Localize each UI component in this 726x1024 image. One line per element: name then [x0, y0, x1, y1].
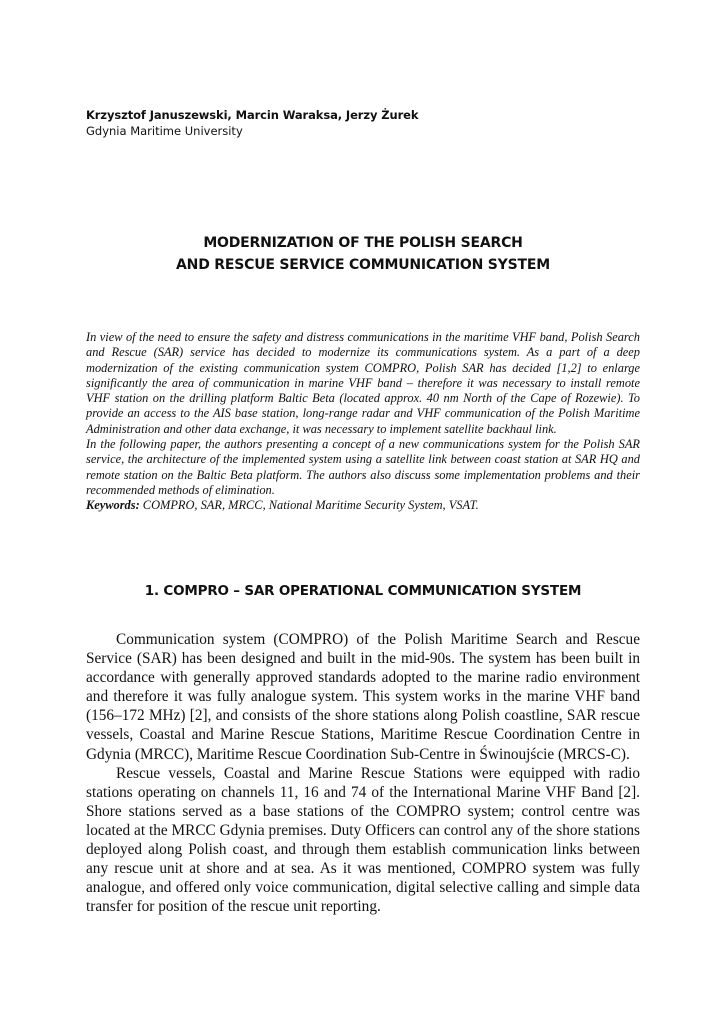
- paper-title: [86, 232, 640, 276]
- abstract-paragraph: In view of the need to ensure the safety and distress communications in the maritime VHF band, Polish Search and Rescue (SAR) service has decided to modernize its communications system. As a part of a deep modernization of the existing communication system COMPRO, Polish SAR has decided [1,2] to enlarge significantly the area of communication in marine VHF band – therefore it was necessary to install remote VHF station on the drilling platform Baltic Beta (located approx. 40 nm North of the Cape of Rozewie). To provide an access to the AIS base station, long-range radar and VHF communication of the Polish Maritime Administration and other data exchange, it was necessary to implement satellite backhaul link.: [86, 330, 640, 436]
- keywords-label: Keywords:: [86, 498, 140, 513]
- author-list: Krzysztof Januszewski, Marcin Waraksa, Jerzy Żurek: [86, 108, 419, 122]
- keywords-list: COMPRO, SAR, MRCC, National Maritime Security System, VSAT.: [139, 498, 479, 513]
- body-paragraph: Communication system (COMPRO) of the Polish Maritime Search and Rescue Service (SAR) has been designed and built in the mid-90s. The system has been built in accordance with generally approved standards adopted to the marine radio environment and therefore it was fully analogue system. This system works in the marine VHF band (156–172 MHz) [2], and consists of the shore stations along Polish coastline, SAR rescue vessels, Coastal and Marine Rescue Stations, Maritime Rescue Coordination Centre in Gdynia (MRCC), Maritime Rescue Coordination Sub-Centre in Świnoujście (MRCS-C).: [86, 631, 640, 763]
- section-heading: 1. COMPRO – SAR OPERATIONAL COMMUNICATION SYSTEM: [144, 583, 582, 599]
- keywords: [86, 498, 640, 513]
- title-line-2: AND RESCUE SERVICE COMMUNICATION SYSTEM: [176, 257, 550, 273]
- abstract-paragraph: In the following paper, the authors presenting a concept of a new communications system for the Polish SAR service, the architecture of the implemented system using a satellite link between coast station at SAR HQ and remote station on the Baltic Beta platform. The authors also discuss some implementation problems and their recommended methods of elimination.: [86, 437, 640, 497]
- body-paragraph: Rescue vessels, Coastal and Marine Rescue Stations were equipped with radio stations operating on channels 11, 16 and 74 of the International Marine VHF Band [2]. Shore stations served as a base stations of the COMPRO system; control centre was located at the MRCC Gdynia premises. Duty Officers can control any of the shore stations deployed along Polish coast, and through them establish communication links between any rescue unit at shore and at sea. As it was mentioned, COMPRO system was fully analogue, and offered only voice communication, digital selective calling and simple data transfer for position of the rescue unit reporting.: [86, 764, 640, 916]
- abstract: [86, 330, 640, 514]
- affiliation: Gdynia Maritime University: [86, 124, 243, 138]
- section-body: [86, 630, 640, 916]
- title-line-1: MODERNIZATION OF THE POLISH SEARCH: [203, 235, 523, 251]
